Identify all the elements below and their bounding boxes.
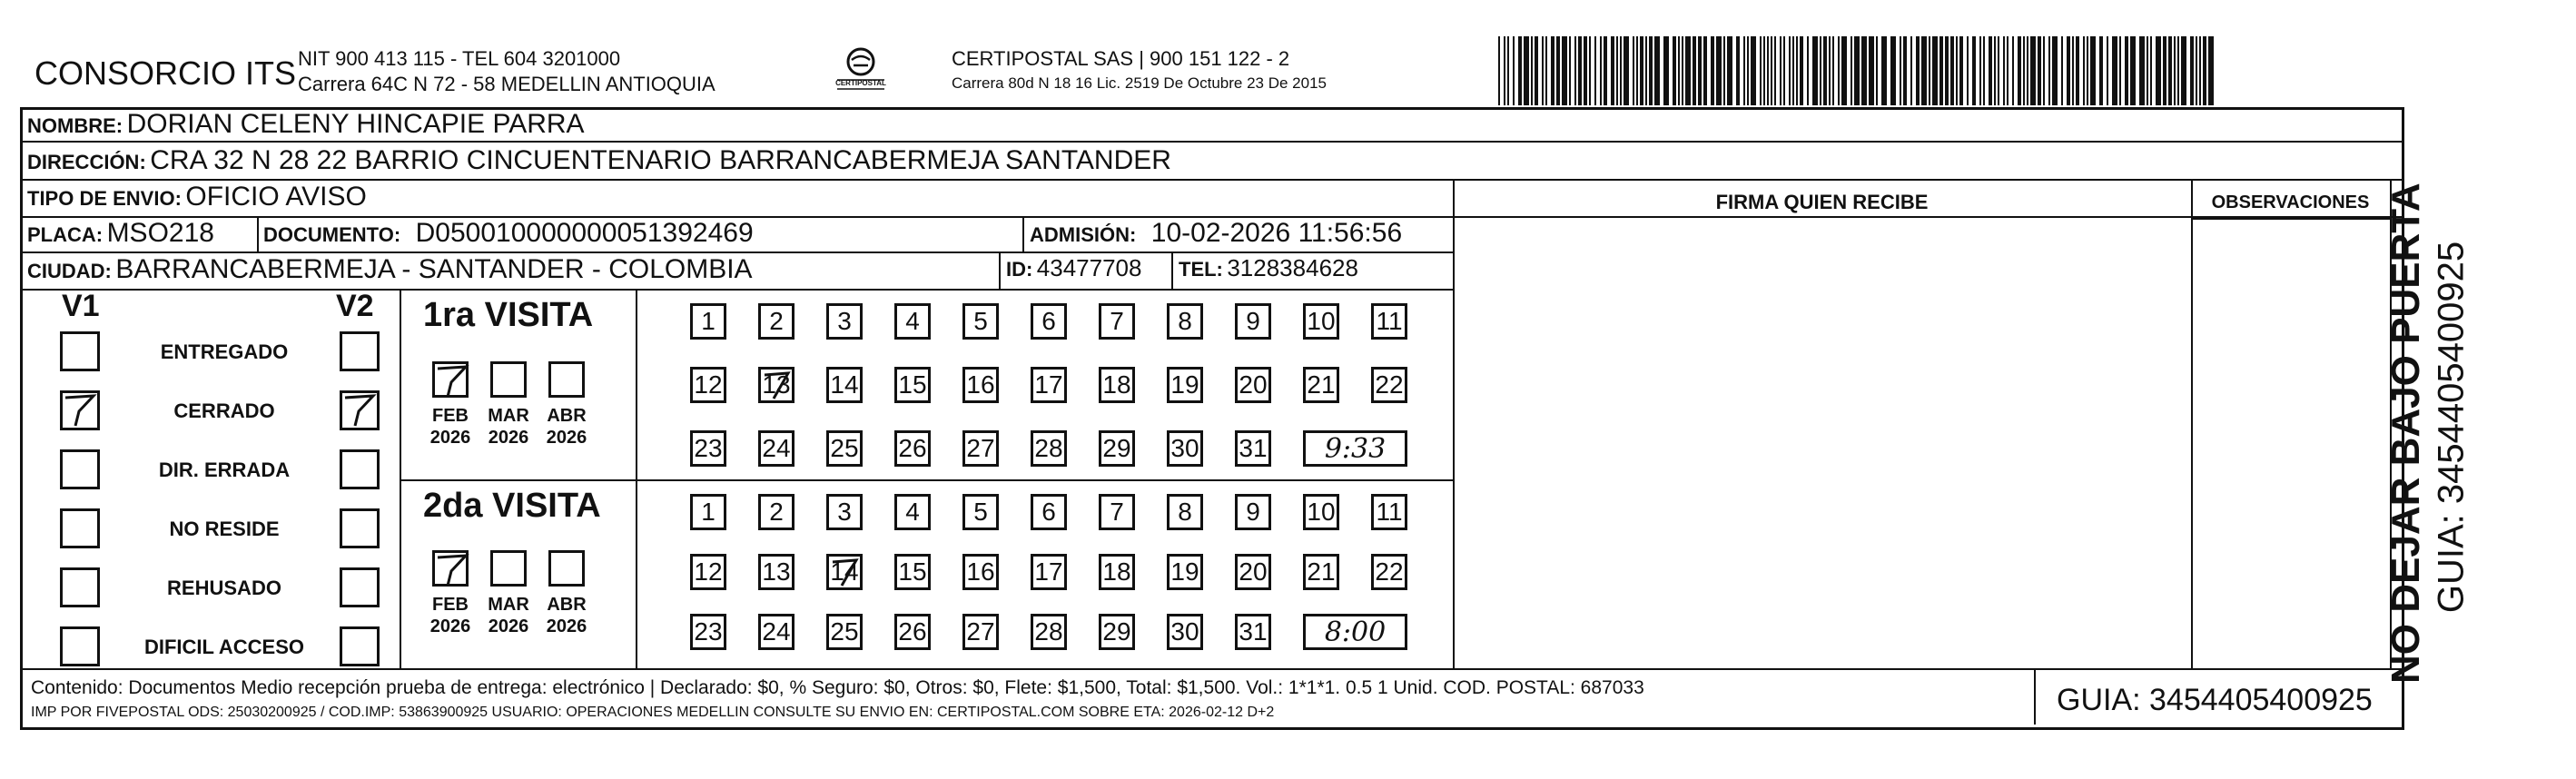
second-visit-day-19[interactable] — [1167, 554, 1203, 590]
day-number: 20 — [1239, 557, 1268, 586]
first-visit-day-9[interactable] — [1235, 303, 1271, 340]
day-number: 9 — [1246, 498, 1260, 526]
second-visit-day-21[interactable] — [1303, 554, 1339, 590]
month-name: FEB — [432, 595, 469, 615]
month-name: ABR — [547, 406, 587, 426]
second-visit-day-11[interactable] — [1371, 494, 1407, 530]
v2-checkbox-entregado[interactable] — [340, 331, 380, 371]
day-number: 17 — [1034, 370, 1063, 399]
month-year: 2026 — [546, 616, 587, 636]
tel-row — [1179, 254, 1358, 282]
v1-checkbox-no-reside[interactable] — [60, 508, 100, 548]
side-warning: NO DEJAR BAJO PUERTA — [2384, 182, 2428, 684]
second-visit-day-26[interactable] — [894, 614, 931, 650]
day-number: 24 — [762, 434, 791, 462]
first-visit-day-29[interactable] — [1099, 430, 1135, 467]
first-visit-day-22[interactable] — [1371, 367, 1407, 403]
first-visit-day-18[interactable] — [1099, 367, 1135, 403]
second-visit-day-3[interactable] — [826, 494, 863, 530]
second-visit-day-28[interactable] — [1031, 614, 1067, 650]
ciudad-row — [27, 254, 753, 285]
month-name: MAR — [488, 595, 529, 615]
day-number: 11 — [1376, 498, 1403, 526]
v2-checkbox-cerrado[interactable] — [340, 390, 380, 430]
footer-contents: Contenido: Documentos Medio recepción prueba de entrega: electrónico | Declarado: $0, % Seguro: $0, Otros: $0, Flete: $1,500, Total: $1,500. Vol.: 1*1*1. 0.5 1 Unid. COD. POSTAL: 687033 — [31, 677, 1644, 698]
day-number: 13 — [762, 370, 791, 399]
month-label — [481, 405, 536, 449]
day-number: 23 — [694, 434, 723, 462]
day-number: 25 — [830, 617, 859, 646]
certipostal-logo — [834, 45, 888, 96]
handwritten-mark-icon — [829, 557, 862, 589]
second-visit-day-4[interactable] — [894, 494, 931, 530]
first-visit-title: 1ra VISITA — [423, 296, 594, 334]
direccion-value: CRA 32 N 28 22 BARRIO CINCUENTENARIO BARRANCABERMEJA SANTANDER — [150, 145, 1171, 175]
month-label — [423, 405, 478, 449]
first-visit-day-4[interactable] — [894, 303, 931, 340]
day-number: 31 — [1239, 617, 1268, 646]
tel-value: 3128384628 — [1227, 254, 1358, 281]
day-number: 14 — [830, 370, 859, 399]
tipo-label: TIPO DE ENVIO: — [27, 187, 182, 210]
company-name: CONSORCIO ITS — [35, 54, 297, 92]
documento-value: D050010000000051392469 — [415, 218, 754, 248]
day-number: 29 — [1102, 617, 1131, 646]
footer-guia: GUIA: 3454405400925 — [2057, 683, 2373, 717]
month-name: ABR — [547, 595, 587, 615]
first-visit-day-11[interactable] — [1371, 303, 1407, 340]
day-number: 28 — [1034, 617, 1063, 646]
nombre-row — [27, 109, 585, 140]
direccion-row — [27, 145, 1171, 176]
second-visit-day-7[interactable] — [1099, 494, 1135, 530]
v2-label: V2 — [336, 289, 374, 323]
tel-label: TEL: — [1179, 258, 1223, 281]
status-label: NO RESIDE — [169, 518, 280, 540]
v1-label: V1 — [62, 289, 100, 323]
admision-value: 10-02-2026 11:56:56 — [1150, 218, 1403, 248]
day-number: 8 — [1178, 498, 1192, 526]
id-label: ID: — [1006, 258, 1033, 281]
day-number: 18 — [1102, 370, 1131, 399]
second-visit-day-30[interactable] — [1167, 614, 1203, 650]
second-visit-day-27[interactable] — [962, 614, 999, 650]
day-number: 22 — [1375, 370, 1404, 399]
day-number: 1 — [701, 498, 716, 526]
nombre-label: NOMBRE: — [27, 114, 123, 137]
day-number: 30 — [1170, 434, 1199, 462]
second-visit-day-12[interactable] — [690, 554, 726, 590]
admision-row — [1030, 218, 1402, 249]
admision-label: ADMISIÓN: — [1030, 223, 1137, 246]
side-guia: GUIA: 3454405400925 — [2431, 241, 2472, 614]
second-visit-month-abr[interactable] — [548, 550, 585, 587]
nombre-value: DORIAN CELENY HINCAPIE PARRA — [126, 109, 585, 139]
day-number: 7 — [1110, 307, 1124, 335]
day-number: 3 — [837, 498, 852, 526]
day-number: 7 — [1110, 498, 1124, 526]
v2-checkbox-dir-errada[interactable] — [340, 449, 380, 489]
first-visit-day-31[interactable] — [1235, 430, 1271, 467]
first-visit-day-26[interactable] — [894, 430, 931, 467]
second-visit-day-8[interactable] — [1167, 494, 1203, 530]
day-number: 31 — [1239, 434, 1268, 462]
tipo-row — [27, 182, 367, 212]
second-visit-day-31[interactable] — [1235, 614, 1271, 650]
first-visit-day-24[interactable] — [758, 430, 795, 467]
carrier-address: Carrera 80d N 18 16 Lic. 2519 De Octubre 23 De 2015 — [952, 74, 1327, 92]
v1-checkbox-rehusado[interactable] — [60, 567, 100, 607]
barcode — [1498, 36, 2220, 105]
day-number: 26 — [898, 617, 927, 646]
handwritten-check-icon — [435, 553, 469, 587]
day-number: 5 — [973, 498, 988, 526]
status-label: DIFICIL ACCESO — [143, 636, 304, 658]
first-visit-day-16[interactable] — [962, 367, 999, 403]
day-number: 18 — [1102, 557, 1131, 586]
second-visit-day-24[interactable] — [758, 614, 795, 650]
second-visit-day-6[interactable] — [1031, 494, 1067, 530]
first-visit-month-mar[interactable] — [490, 361, 527, 398]
month-label — [539, 405, 594, 449]
first-visit-day-8[interactable] — [1167, 303, 1203, 340]
first-visit-day-14[interactable] — [826, 367, 863, 403]
day-number: 14 — [830, 557, 859, 586]
second-visit-day-22[interactable] — [1371, 554, 1407, 590]
day-number: 10 — [1307, 307, 1336, 335]
company-nit-tel: NIT 900 413 115 - TEL 604 3201000 — [298, 47, 621, 70]
day-number: 30 — [1170, 617, 1199, 646]
documento-row — [263, 218, 754, 249]
first-visit-day-23[interactable] — [690, 430, 726, 467]
first-visit-day-20[interactable] — [1235, 367, 1271, 403]
day-number: 25 — [830, 434, 859, 462]
observaciones-header: OBSERVACIONES — [2211, 192, 2370, 212]
day-number: 10 — [1307, 498, 1336, 526]
handwritten-mark-icon — [761, 370, 794, 402]
ciudad-label: CIUDAD: — [27, 260, 112, 282]
first-visit-month-feb[interactable] — [432, 361, 469, 398]
status-label: REHUSADO — [167, 577, 281, 599]
v2-checkbox-no-reside[interactable] — [340, 508, 380, 548]
day-number: 4 — [905, 498, 920, 526]
id-row — [1006, 254, 1141, 282]
month-name: MAR — [488, 406, 529, 426]
second-visit-month-feb[interactable] — [432, 550, 469, 587]
second-visit-title: 2da VISITA — [423, 487, 601, 525]
day-number: 6 — [1041, 307, 1056, 335]
day-number: 21 — [1307, 370, 1336, 399]
second-visit-day-15[interactable] — [894, 554, 931, 590]
second-visit-day-13[interactable] — [758, 554, 795, 590]
v1-checkbox-dificil-acceso[interactable] — [60, 626, 100, 666]
first-visit-day-17[interactable] — [1031, 367, 1067, 403]
second-visit-day-10[interactable] — [1303, 494, 1339, 530]
placa-label: PLACA: — [27, 223, 104, 246]
day-number: 27 — [966, 617, 995, 646]
logo-text: CERTIPOSTAL — [835, 79, 886, 87]
first-visit-day-15[interactable] — [894, 367, 931, 403]
day-number: 16 — [966, 370, 995, 399]
second-visit-day-9[interactable] — [1235, 494, 1271, 530]
second-visit-day-14[interactable] — [826, 554, 863, 590]
direccion-label: DIRECCIÓN: — [27, 151, 146, 173]
v2-checkbox-rehusado[interactable] — [340, 567, 380, 607]
month-label — [539, 594, 594, 637]
firma-header: FIRMA QUIEN RECIBE — [1715, 191, 1929, 213]
v2-checkbox-dificil-acceso[interactable] — [340, 626, 380, 666]
day-number: 5 — [973, 307, 988, 335]
day-number: 6 — [1041, 498, 1056, 526]
carrier-name: CERTIPOSTAL SAS | 900 151 122 - 2 — [952, 47, 1290, 70]
day-number: 17 — [1034, 557, 1063, 586]
day-number: 27 — [966, 434, 995, 462]
first-visit-day-7[interactable] — [1099, 303, 1135, 340]
second-visit-day-5[interactable] — [962, 494, 999, 530]
day-number: 28 — [1034, 434, 1063, 462]
ciudad-value: BARRANCABERMEJA - SANTANDER - COLOMBIA — [115, 254, 753, 284]
status-label: CERRADO — [173, 399, 275, 422]
month-year: 2026 — [488, 616, 529, 636]
id-value: 43477708 — [1036, 254, 1142, 281]
first-visit-day-5[interactable] — [962, 303, 999, 340]
second-visit-day-25[interactable] — [826, 614, 863, 650]
month-year: 2026 — [429, 428, 471, 448]
day-number: 9 — [1246, 307, 1260, 335]
footer-print-info: IMP POR FIVEPOSTAL ODS: 25030200925 / COD.IMP: 53863900925 USUARIO: OPERACIONES MEDELLIN CONSULTE SU ENVIO EN: CERTIPOSTAL.COM SOBRE ETA: 2026-02-12 D+2 — [31, 705, 1275, 720]
status-label: DIR. ERRADA — [158, 459, 291, 481]
day-number: 15 — [898, 370, 927, 399]
second-visit-month-mar[interactable] — [490, 550, 527, 587]
first-visit-day-19[interactable] — [1167, 367, 1203, 403]
placa-row — [27, 218, 214, 249]
month-year: 2026 — [429, 616, 471, 636]
day-number: 21 — [1307, 557, 1336, 586]
first-visit-day-12[interactable] — [690, 367, 726, 403]
first-visit-day-10[interactable] — [1303, 303, 1339, 340]
first-visit-time[interactable]: 9:33 — [1303, 430, 1407, 467]
first-visit-day-27[interactable] — [962, 430, 999, 467]
day-number: 24 — [762, 617, 791, 646]
month-year: 2026 — [488, 428, 529, 448]
first-visit-day-28[interactable] — [1031, 430, 1067, 467]
day-number: 2 — [769, 307, 784, 335]
second-visit-day-29[interactable] — [1099, 614, 1135, 650]
first-visit-day-25[interactable] — [826, 430, 863, 467]
documento-label: DOCUMENTO: — [263, 223, 401, 246]
first-visit-day-13[interactable] — [758, 367, 795, 403]
day-number: 1 — [701, 307, 716, 335]
month-name: FEB — [432, 406, 469, 426]
day-number: 19 — [1170, 370, 1199, 399]
second-visit-day-17[interactable] — [1031, 554, 1067, 590]
placa-value: MSO218 — [106, 218, 214, 248]
second-visit-day-20[interactable] — [1235, 554, 1271, 590]
v1-checkbox-cerrado[interactable] — [60, 390, 100, 430]
v1-checkbox-dir-errada[interactable] — [60, 449, 100, 489]
day-number: 16 — [966, 557, 995, 586]
handwritten-check-icon — [342, 393, 377, 428]
day-number: 22 — [1375, 557, 1404, 586]
day-number: 29 — [1102, 434, 1131, 462]
company-address: Carrera 64C N 72 - 58 MEDELLIN ANTIOQUIA — [298, 73, 716, 95]
second-visit-day-23[interactable] — [690, 614, 726, 650]
second-visit-day-16[interactable] — [962, 554, 999, 590]
day-number: 15 — [898, 557, 927, 586]
second-visit-day-18[interactable] — [1099, 554, 1135, 590]
month-label — [423, 594, 478, 637]
day-number: 4 — [905, 307, 920, 335]
first-visit-day-1[interactable] — [690, 303, 726, 340]
first-visit-day-21[interactable] — [1303, 367, 1339, 403]
first-visit-day-2[interactable] — [758, 303, 795, 340]
day-number: 3 — [837, 307, 852, 335]
first-visit-day-3[interactable] — [826, 303, 863, 340]
day-number: 8 — [1178, 307, 1192, 335]
day-number: 12 — [694, 370, 723, 399]
day-number: 23 — [694, 617, 723, 646]
month-label — [481, 594, 536, 637]
day-number: 11 — [1376, 307, 1403, 335]
day-number: 19 — [1170, 557, 1199, 586]
day-number: 13 — [762, 557, 791, 586]
first-visit-day-30[interactable] — [1167, 430, 1203, 467]
second-visit-day-1[interactable] — [690, 494, 726, 530]
handwritten-check-icon — [435, 364, 469, 399]
tipo-value: OFICIO AVISO — [185, 182, 367, 212]
day-number: 26 — [898, 434, 927, 462]
status-label: ENTREGADO — [160, 340, 289, 363]
handwritten-check-icon — [63, 393, 97, 428]
first-visit-day-6[interactable] — [1031, 303, 1067, 340]
second-visit-time[interactable]: 8:00 — [1303, 614, 1407, 650]
first-visit-month-abr[interactable] — [548, 361, 585, 398]
day-number: 2 — [769, 498, 784, 526]
v1-checkbox-entregado[interactable] — [60, 331, 100, 371]
day-number: 12 — [694, 557, 723, 586]
day-number: 20 — [1239, 370, 1268, 399]
second-visit-day-2[interactable] — [758, 494, 795, 530]
month-year: 2026 — [546, 428, 587, 448]
